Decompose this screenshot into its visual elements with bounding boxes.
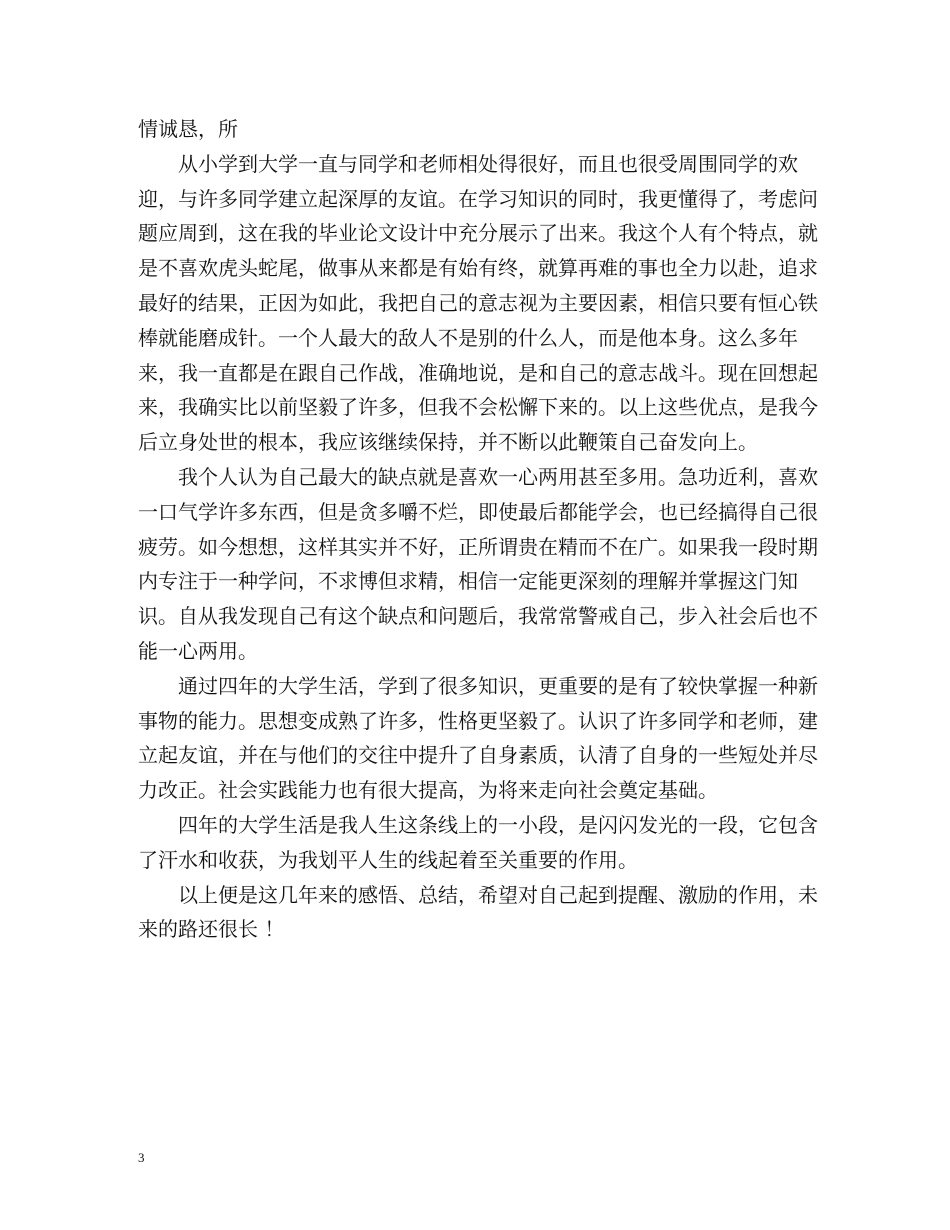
paragraph-weaknesses: 我个人认为自己最大的缺点就是喜欢一心两用甚至多用。急功近利，喜欢一口气学许多东西，但是贪多嚼不烂，即使最后都能学会，也已经搞得自己很疲劳。如今想想，这样其实并不好，正所谓贵在精而不在广。如果我一段时期内专注于一种学问，不求博但求精，相信一定能更深刻的理解并掌握这门知识。自从我发现自己有这个缺点和问题后，我常常警戒自己，步入社会后也不能一心两用。 [138,464,818,663]
paragraph-conclusion: 以上便是这几年来的感悟、总结，希望对自己起到提醒、激励的作用，未来的路还很长 ！ [138,882,818,942]
page-number: 3 [138,1150,145,1165]
paragraph-relationships-strengths: 从小学到大学一直与同学和老师相处得很好，而且也很受周围同学的欢迎，与许多同学建立起深厚的友谊。在学习知识的同时，我更懂得了，考虑问题应周到，这在我的毕业论文设计中充分展示了出来。我这个人有个特点，就是不喜欢虎头蛇尾，做事从来都是有始有终，就算再难的事也全力以赴，追求最好的结果，正因为如此，我把自己的意志视为主要因素，相信只要有恒心铁棒就能磨成针。一个人最大的敌人不是别的什么人，而是他本身。这么多年来，我一直都是在跟自己作战，准确地说，是和自己的意志战斗。现在回想起来，我确实比以前坚毅了许多，但我不会松懈下来的。以上这些优点，是我今后立身处世的根本，我应该继续保持，并不断以此鞭策自己奋发向上。 [138,151,818,455]
paragraph-life-segment: 四年的大学生活是我人生这条线上的一小段，是闪闪发光的一段，它包含了汗水和收获，为我划平人生的线起着至关重要的作用。 [138,812,818,872]
paragraph-continued: 情诚恳，所 [138,117,238,141]
document-body [138,112,818,947]
paragraph-university-gains: 通过四年的大学生活，学到了很多知识，更重要的是有了较快掌握一种新事物的能力。思想变成熟了许多，性格更坚毅了。认识了许多同学和老师，建立起友谊，并在与他们的交往中提升了自身素质，认清了自身的一些短处并尽力改正。社会实践能力也有很大提高，为将来走向社会奠定基础。 [138,673,818,803]
